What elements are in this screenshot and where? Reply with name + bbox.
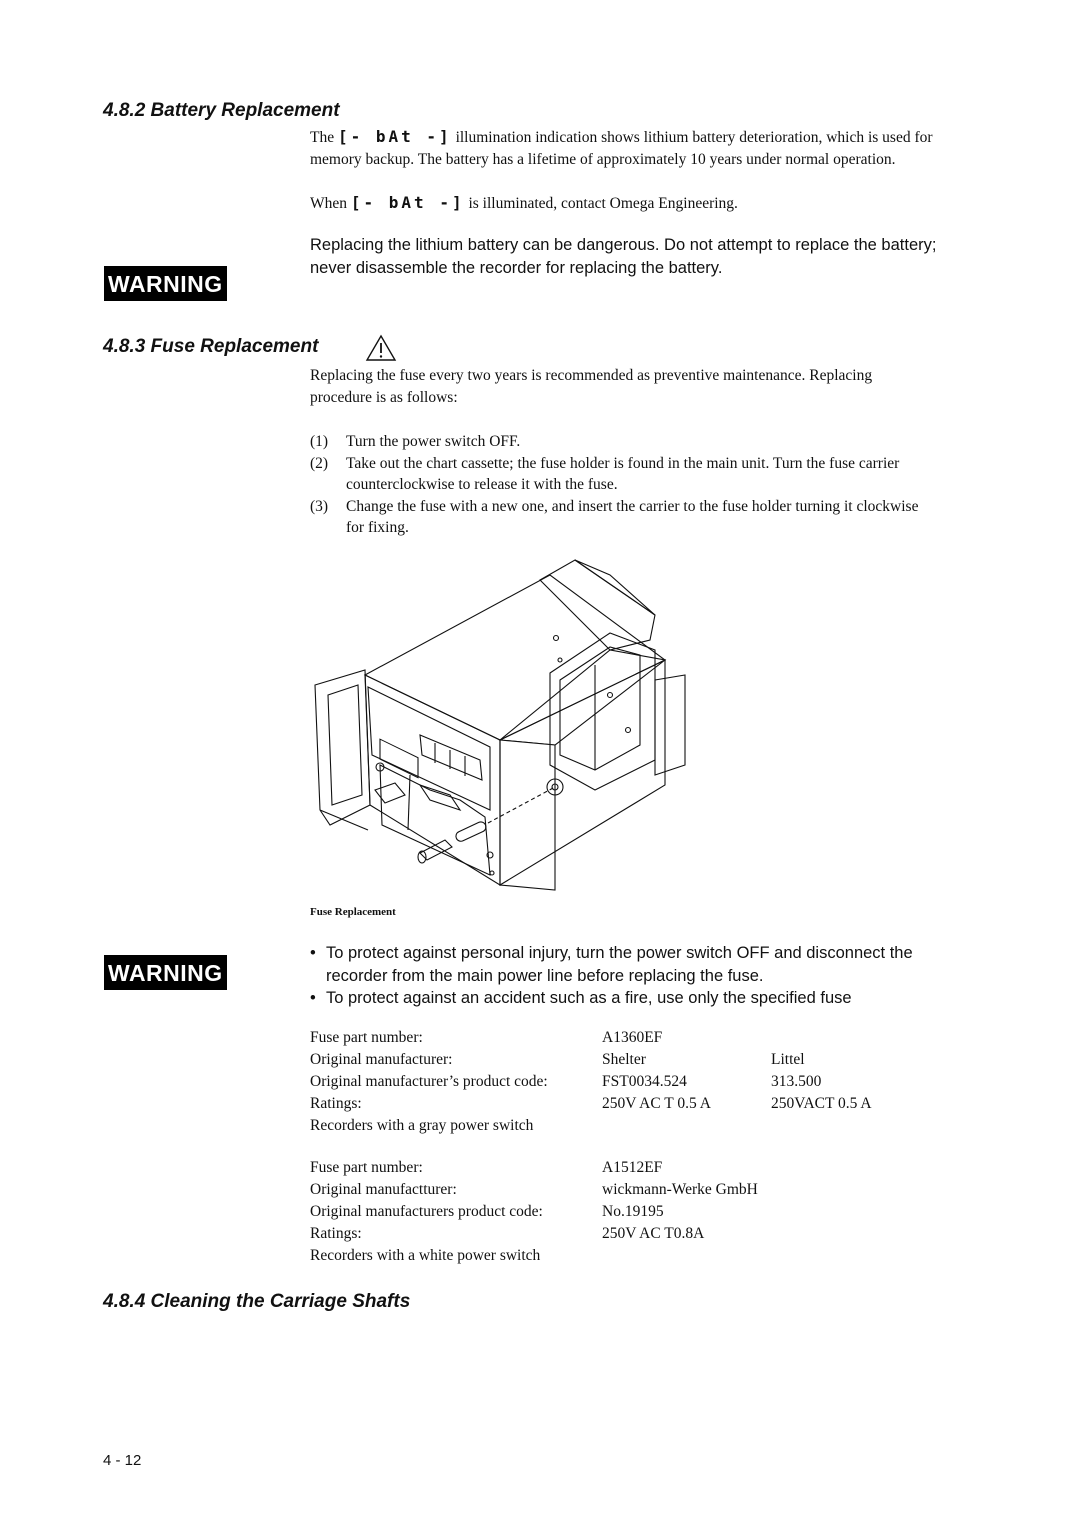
table-row: Fuse part number: A1512EF <box>310 1159 663 1176</box>
section-heading-fuse-replacement <box>103 336 318 358</box>
section-heading-battery-replacement: 4.8.2 Battery Replacement <box>103 100 340 121</box>
table-row: Recorders with a white power switch <box>310 1247 541 1264</box>
battery-paragraph-body: illumination indication shows lithium battery deterioration, which is used for memory backup. The battery has a lifetime of approximately 10 years under normal operation. <box>310 129 933 168</box>
list-item <box>310 431 940 453</box>
list-item <box>310 496 940 539</box>
table-row: Ratings: 250V AC T0.8A <box>310 1225 705 1242</box>
list-item: • To protect against an accident such as a fire, use only the specified fuse <box>310 989 852 1007</box>
step-text: Change the fuse with a new one, and insert the carrier to the fuse holder turning it clockwise for fixing. <box>346 497 919 536</box>
table-row: Original manufactturer: wickmann-Werke GmbH <box>310 1181 758 1198</box>
table-row: Ratings: 250V AC T 0.5 A 250VACT 0.5 A <box>310 1095 872 1112</box>
step-number: (1) <box>310 433 329 450</box>
battery-contact-lead: When <box>310 195 348 212</box>
fuse-replacement-illustration <box>310 555 710 895</box>
fuse-spec-table-gray <box>310 1029 911 1139</box>
step-number: (3) <box>310 497 329 515</box>
warning-badge: WARNING <box>104 955 227 990</box>
figure-caption: Fuse Replacement <box>310 906 396 918</box>
battery-contact-body: is illuminated, contact Omega Engineering. <box>468 195 738 212</box>
warning-badge: WARNING <box>104 266 227 301</box>
section-heading-cleaning-carriage-shafts: 4.8.4 Cleaning the Carriage Shafts <box>103 1291 411 1312</box>
fuse-warning-list <box>310 942 960 1010</box>
fuse-spec-table-white <box>310 1159 911 1269</box>
step-text: Take out the chart cassette; the fuse holder is found in the main unit. Turn the fuse carrier counterclockwise to release it with the fuse. <box>346 454 900 493</box>
battery-paragraph <box>310 126 940 171</box>
bat-indicator: [- bAt -] <box>337 127 452 146</box>
bullet-text: To protect against personal injury, turn the power switch OFF and disconnect the recorder from the main power line before replacing the fuse. <box>326 944 913 985</box>
step-number: (2) <box>310 454 329 472</box>
fuse-steps <box>310 431 940 539</box>
step-text: Turn the power switch OFF. <box>346 433 521 450</box>
caution-triangle-icon <box>365 334 397 362</box>
list-item <box>310 453 940 496</box>
bat-indicator: [- bAt -] <box>350 193 465 212</box>
page-number: 4 - 12 <box>103 1452 142 1469</box>
battery-warning-text: Replacing the lithium battery can be dangerous. Do not attempt to replace the battery; never disassemble the recorder for replacing the battery. <box>310 236 937 277</box>
bullet-text: To protect against an accident such as a fire, use only the specified fuse <box>326 989 852 1007</box>
table-row: Recorders with a gray power switch <box>310 1117 534 1134</box>
fuse-intro: Replacing the fuse every two years is recommended as preventive maintenance. Replacing procedure is as follows: <box>310 367 873 406</box>
list-item: • To protect against personal injury, turn the power switch OFF and disconnect the recorder from the main power line before replacing the fuse. <box>310 944 913 985</box>
battery-paragraph-lead: The <box>310 129 335 146</box>
battery-contact-paragraph <box>310 192 940 215</box>
table-row: Fuse part number: A1360EF <box>310 1029 663 1046</box>
table-row: Original manufacturer: Shelter Littel <box>310 1051 805 1068</box>
table-row: Original manufacturers product code: No.19195 <box>310 1203 664 1220</box>
table-row: Original manufacturer’s product code: FST0034.524 313.500 <box>310 1073 822 1090</box>
fuse-heading-text: 4.8.3 Fuse Replacement <box>103 336 319 357</box>
